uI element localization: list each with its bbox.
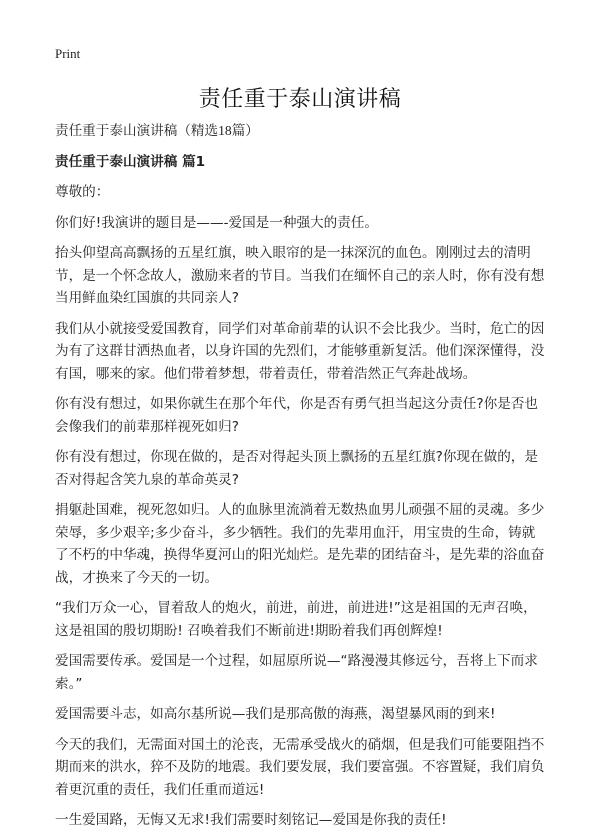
document-subtitle: 责任重于泰山演讲稿（精选18篇） [55,123,259,138]
paragraph: 一生爱国路，无悔又无求!我们需要时刻铭记—爱国是你我的责任! [55,812,447,828]
paragraph: 你们好!我演讲的题目是——-爱国是一种强大的责任。 [55,214,379,231]
document-title: 责任重于泰山演讲稿 [198,87,402,112]
paragraph: 捐躯赴国难，视死忽如归。人的血脉里流淌着无数热血男儿顽强不屈的灵魂。多少荣辱，多少艰辛;多少奋斗，多少牺牲。我们的先辈用血汗，用宝贵的生命，铸就了不朽的中华魂，换得华夏河山的阳光灿烂。是先辈的团结奋斗，是先辈的浴血奋战，才换来了今天的一切。 [55,502,545,586]
paragraph: 你有没有想过，你现在做的，是否对得起头顶上飘扬的五星红旗?你现在做的，是否对得起含笑九泉的革命英灵? [55,449,538,488]
paragraph: 抬头仰望高高飘扬的五星红旗，映入眼帘的是一抹深沉的血色。刚刚过去的清明节，是一个怀念故人，激励来者的节目。当我们在缅怀自己的亲人时，你有没有想当用鲜血染红国旗的共同亲人? [55,245,545,306]
paragraph: “我们万众一心，冒着敌人的炮火，前进，前进，前进进!”这是祖国的无声召唤，这是祖国的殷切期盼! 召唤着我们不断前进!期盼着我们再创辉煌! [55,600,537,639]
paragraph: 我们从小就接受爱国教育，同学们对革命前辈的认识不会比我少。当时，危亡的因为有了这群甘洒热血者，以身许国的先烈们，才能够重新复活。他们深深懂得，没有国，哪来的家。他们带着梦想，带着责任，带着浩然正气奔赴战场。 [55,320,545,382]
paragraph: 爱国需要斗志，如高尔基所说—我们是那高傲的海燕，渴望暴风雨的到来! [55,706,496,722]
paragraph: 尊敬的： [55,184,110,200]
paragraph: 爱国需要传承。爱国是一个过程，如屈原所说—“路漫漫其修远兮，吾将上下而求索。” [55,653,538,692]
document-body [55,120,547,840]
paragraph: 今天的我们，无需面对国土的沦丧，无需承受战火的硝烟，但是我们可能要阻挡不期而来的洪水，猝不及防的地震。我们要发展，我们要富强。不容置疑，我们肩负着更沉重的责任，我们任重而道远! [55,736,545,798]
paragraph: 你有没有想过，如果你就生在那个年代，你是否有勇气担当起这分责任?你是否也会像我们的前辈那样视死如归? [55,396,538,435]
section-heading: 责任重于泰山演讲稿 篇1 [55,153,206,170]
print-link[interactable]: Print [55,46,81,61]
